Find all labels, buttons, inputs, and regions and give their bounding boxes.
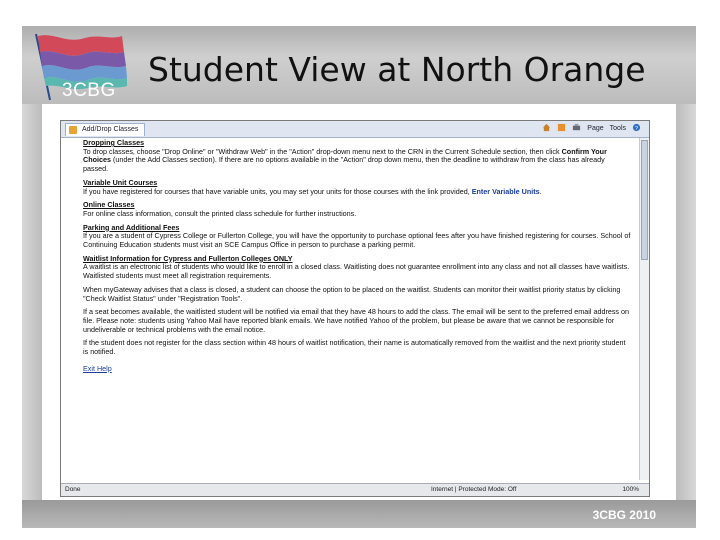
dropping-section	[83, 139, 631, 174]
feeds-icon[interactable]	[557, 123, 566, 132]
browser-toolbar	[61, 121, 649, 138]
online-section	[83, 201, 631, 218]
waitlist-paragraph: A waitlist is an electronic list of students who would like to enroll in a closed class. Waitlisting does not guarantee enrollment into any class and not all classes have waitlists. Waitlisted students must meet all registration requirements.	[83, 262, 630, 281]
variable-section	[83, 179, 631, 196]
parking-text: If you are a student of Cypress College or Fullerton College, you will have the opportunity to purchase optional fees after you have finished registering for courses. School of Continuing Education students must visit an SCE Campus Office in person to purchase a parking permit.	[83, 231, 631, 250]
tools-menu-button[interactable]: Tools	[609, 125, 626, 132]
online-title: Online Classes	[83, 200, 135, 210]
variable-text: If you have registered for courses that have variable units, you may set your units for those courses with the link provided, Enter Variable Units.	[83, 186, 542, 196]
slide-footer	[22, 500, 696, 528]
page-icon	[69, 126, 77, 134]
svg-text:?: ?	[635, 125, 638, 132]
scrollbar-thumb[interactable]	[641, 140, 648, 260]
print-icon[interactable]	[572, 123, 581, 132]
tab-title: Add/Drop Classes	[82, 126, 139, 133]
security-zone: Internet | Protected Mode: Off	[431, 486, 517, 493]
help-content	[83, 139, 631, 481]
waitlist-paragraph: When myGateway advises that a class is closed, a student can choose the option to be placed on the waitlist. Students can monitor their waitlist priority status by clicking "Check Waitlist Status" under "Registration Tools".	[83, 284, 621, 303]
waitlist-title: Waitlist Information for Cypress and Fullerton Colleges ONLY	[83, 253, 293, 263]
status-text: Done	[65, 486, 81, 493]
dropping-text: To drop classes, choose "Drop Online" or "Withdraw Web" in the "Action" drop-down menu next to the CRN in the Current Schedule section, then click Confirm Your Choices (under the Add Classes section). If there are no options available in the "Action" drop down menu, then the deadline to withdraw from the class has already passed.	[83, 146, 607, 174]
left-frame-bar	[22, 104, 42, 500]
dropping-title: Dropping Classes	[83, 138, 145, 147]
online-text: For online class information, consult the printed class schedule for further instructions.	[83, 208, 357, 218]
waitlist-paragraph: If the student does not register for the class section within 48 hours of waitlist notification, their name is automatically removed from the waitlist and the next priority student is notified.	[83, 338, 626, 357]
zoom-level[interactable]: 100%	[622, 486, 639, 493]
browser-tab[interactable]	[65, 123, 145, 136]
enter-variable-units-link[interactable]: Enter Variable Units	[471, 186, 540, 196]
browser-screenshot	[60, 120, 650, 497]
home-icon[interactable]	[542, 123, 551, 132]
parking-title: Parking and Additional Fees	[83, 222, 180, 232]
browser-statusbar	[61, 483, 649, 496]
parking-section	[83, 224, 631, 250]
exit-help-link[interactable]: Exit Help	[83, 363, 112, 373]
toolbar-buttons	[542, 123, 641, 135]
right-frame-bar	[676, 104, 696, 500]
help-icon[interactable]	[632, 123, 641, 132]
variable-title: Variable Unit Courses	[83, 177, 158, 187]
footer-text: 3CBG 2010	[592, 508, 656, 522]
page-menu-button[interactable]: Page	[587, 125, 604, 132]
slide-title: Student View at North Orange	[148, 50, 646, 89]
waitlist-section	[83, 255, 631, 357]
vertical-scrollbar[interactable]	[639, 138, 649, 480]
waitlist-paragraph: If a seat becomes available, the waitlisted student will be notified via email that they have 48 hours to add the class. The email will be sent to the preferred email address on file. Please note: students using Yahoo Mail have reported blank emails. We have notified Yahoo of the problem, but please be aware that we cannot be responsible for undeliverable or technical problems with the email notice.	[83, 307, 630, 334]
logo-text: 3CBG	[62, 80, 116, 101]
